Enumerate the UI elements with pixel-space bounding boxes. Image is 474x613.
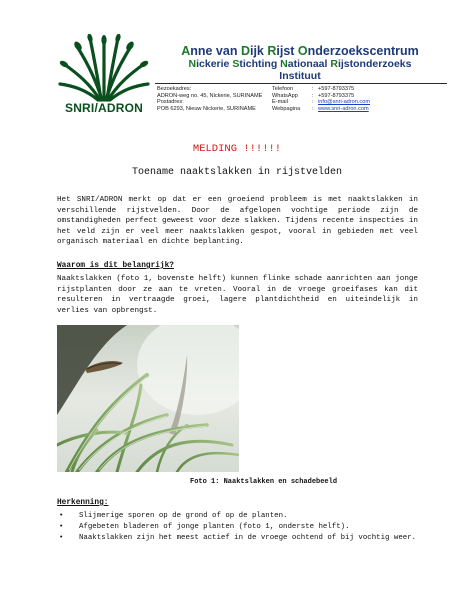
rice-plant-logo-icon [58, 34, 150, 102]
org-word: ijk [249, 44, 268, 58]
org-cap: N [188, 58, 197, 70]
website-link[interactable]: www.snri-adron.com [318, 106, 369, 113]
list-item [57, 511, 427, 522]
organisation-name [150, 44, 450, 82]
org-cap: R [267, 44, 277, 58]
contact-separator: : [312, 92, 314, 99]
org-cap: D [240, 44, 250, 58]
org-word: nne van [190, 44, 241, 58]
contact-separator: : [312, 106, 314, 113]
org-name-line-1 [150, 44, 450, 58]
org-word: ijstonderzoeks [337, 58, 412, 70]
section-heading-why: Waarom is dit belangrijk? [57, 262, 174, 270]
why-paragraph: Naaktslakken (foto 1, bovenste helft) kunnen flinke schade aanrichten aan jonge rijstplanten door ze aan te vreten. Vooral in de vroege groeifases kan dit resulteren in vertraagde groei, lagere plantdichtheid en uiteindelijk in verlies van opbrengst. [57, 275, 418, 315]
slug-damage-photo [57, 325, 239, 472]
list-item-text: Afgebeten bladeren of jonge planten (foto 1, onderste helft). [79, 523, 350, 531]
org-cap: S [232, 58, 240, 70]
org-name-line-2 [150, 58, 450, 70]
org-cap: N [280, 58, 288, 70]
contact-separator: : [312, 86, 314, 92]
intro-paragraph: Het SNRI/ADRON merkt op dat er een groeiend probleem is met naaktslakken in verschillende rijstvelden. Door de afgelopen vochtige periode zijn de omstandigheden perfect geweest voor deze slakken. Tijdens recente inspecties in het veld zijn er veel meer naaktslakken gespot, vooral in gebieden met veel organisch materiaal en dichte beplanting. [57, 196, 418, 246]
list-item-text: Naaktslakken zijn het meest actief in de vroege ochtend of bij vochtig weer. [79, 534, 417, 542]
contact-row-email [272, 99, 447, 106]
contact-label: E-mail [272, 99, 288, 106]
list-item-text: Slijmerige sporen op de grond of op de planten. [79, 512, 288, 520]
address-line: ADRON-weg no. 45, Nickerie, SURINAME [157, 92, 263, 99]
slug-photo-illustration [57, 325, 239, 472]
org-word: ationaal [287, 58, 331, 70]
logo-text: SNRI/ADRON [64, 101, 143, 115]
bullet-icon: • [59, 523, 64, 531]
org-word: tichting [239, 58, 281, 70]
contact-row-phone [272, 86, 447, 93]
document-title: Toename naaktslakken in rijstvelden [131, 167, 343, 178]
header-divider [155, 83, 447, 84]
org-cap: R [330, 58, 338, 70]
snri-adron-logo [58, 34, 150, 122]
photo-caption: Foto 1: Naaktslakken en schadebeeld [190, 478, 338, 486]
recognition-list [57, 511, 427, 544]
org-cap: O [297, 44, 308, 58]
address-line: Bezoekadres: [157, 86, 192, 92]
bullet-icon: • [59, 534, 64, 542]
list-item [57, 522, 427, 533]
org-word: ickerie [196, 58, 233, 70]
address-block [157, 86, 267, 113]
section-heading-recognition: Herkenning: [57, 499, 109, 507]
contact-label: WhatsApp [272, 92, 298, 99]
org-word: ijst [276, 44, 298, 58]
address-line: POB 6293, Nieuw Nickerie, SURINAME [157, 106, 256, 113]
alert-heading: MELDING !!!!!! [192, 143, 282, 155]
list-item [57, 533, 427, 544]
address-line: Postadres: [157, 99, 184, 106]
contact-row-whatsapp [272, 93, 447, 100]
phone-value: +597-8793375 [318, 86, 355, 92]
contact-separator: : [312, 99, 314, 106]
contact-label: Telefoon [272, 86, 294, 92]
contact-block [272, 86, 447, 113]
org-word: nderzoekscentrum [307, 44, 419, 58]
contact-row-web [272, 106, 447, 113]
org-cap: A [181, 44, 191, 58]
email-link[interactable]: info@snri-adron.com [318, 99, 371, 106]
contact-label: Webpagina [272, 106, 301, 113]
whatsapp-value: +597-8793375 [318, 92, 355, 99]
bullet-icon: • [59, 512, 64, 520]
org-name-line-3: Instituut [279, 70, 321, 82]
